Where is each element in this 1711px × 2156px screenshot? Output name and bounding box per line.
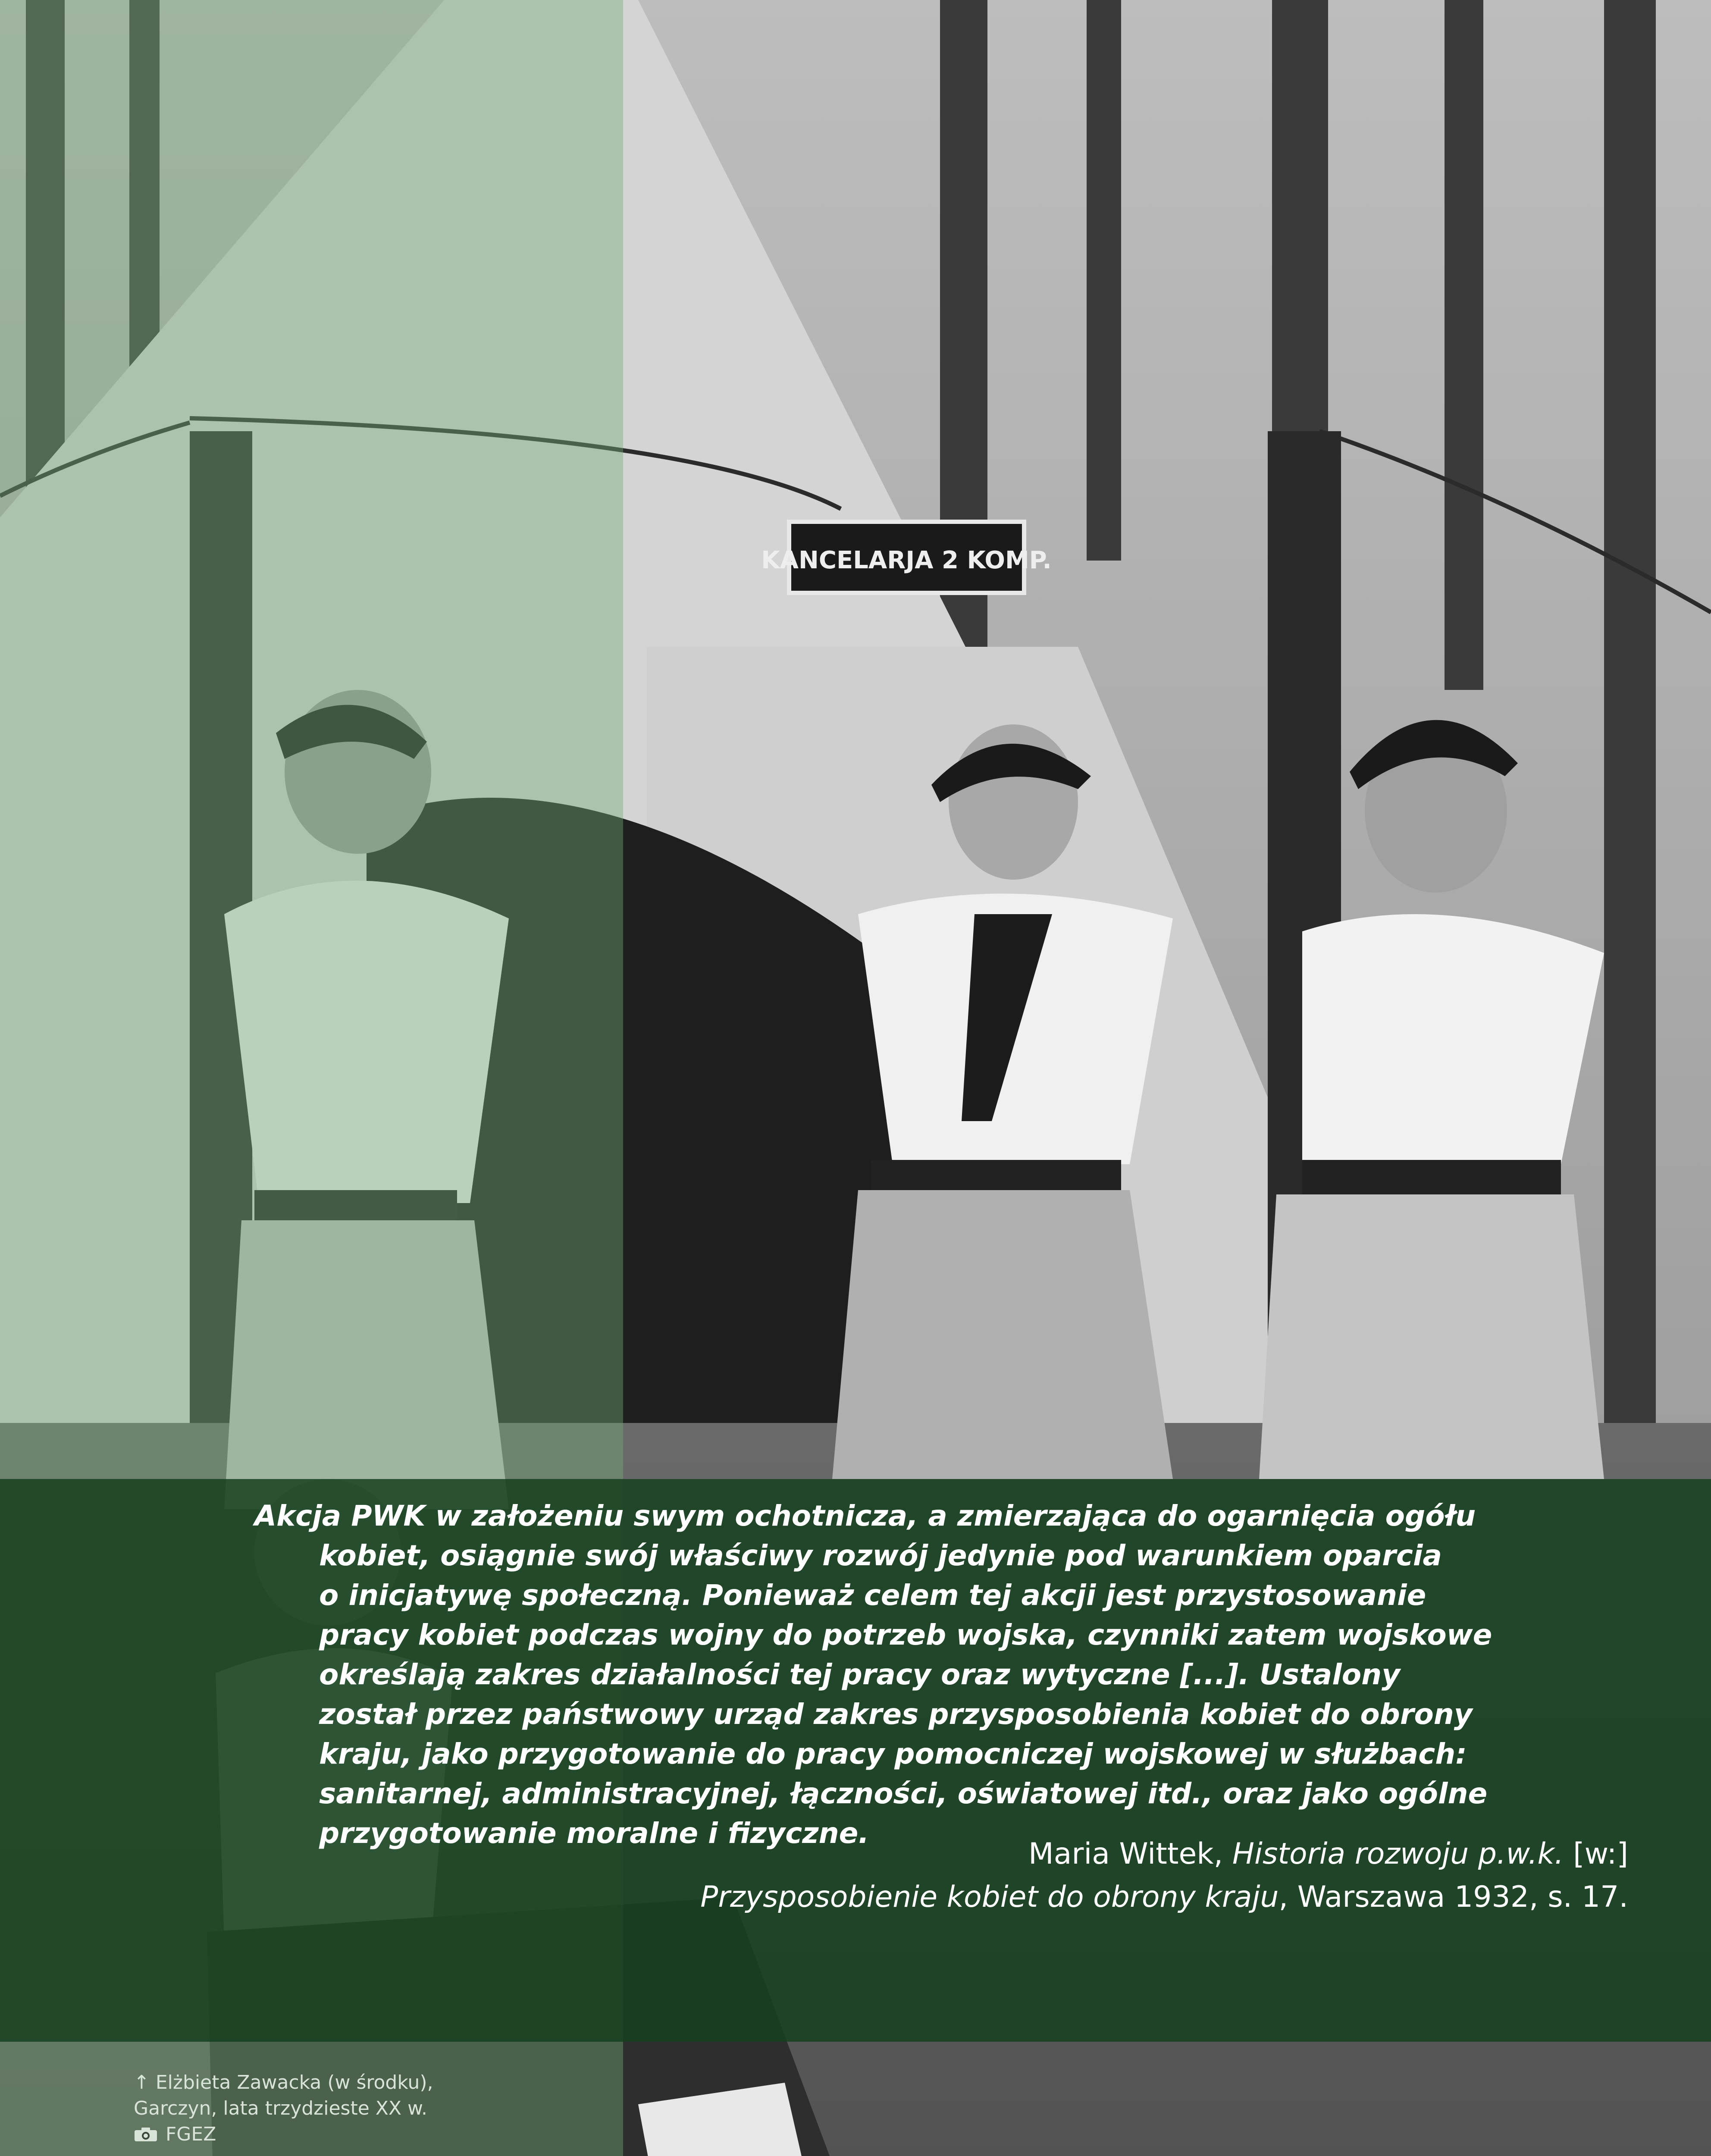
- quote-line: sanitarnej, administracyjnej, łączności, oświatowej itd., oraz jako ogólne: [319, 1777, 1488, 1810]
- caption-line-1: Elżbieta Zawacka (w środku),: [155, 2071, 433, 2093]
- quote-line: pracy kobiet podczas wojny do potrzeb wojska, czynniki zatem wojskowe: [319, 1618, 1492, 1651]
- attribution-book: Przysposobienie kobiet do obrony kraju: [700, 1880, 1279, 1914]
- quote-line: kobiet, osiągnie swój właściwy rozwój jedynie pod warunkiem oparcia: [319, 1539, 1442, 1572]
- attribution-in-marker: [w:]: [1564, 1837, 1628, 1871]
- quote-line: przygotowanie moralne i fizyczne.: [319, 1817, 869, 1850]
- photo-caption: [134, 2070, 433, 2147]
- quote-line: został przez państwowy urząd zakres przysposobienia kobiet do obrony: [319, 1698, 1473, 1731]
- quote-line: kraju, jako przygotowanie do pracy pomocniczej wojskowej w służbach:: [319, 1737, 1467, 1771]
- tent-sign-text: KANCELARJA 2 KOMP.: [761, 546, 1052, 574]
- quote-line: określają zakres działalności tej pracy oraz wytyczne [...]. Ustalony: [319, 1658, 1401, 1691]
- quote-line: Akcja PWK w założeniu swym ochotnicza, a zmierzająca do ogarnięcia ogółu: [254, 1499, 1476, 1532]
- caption-line-2: Garczyn, lata trzydzieste XX w.: [134, 2097, 427, 2119]
- arrow-up-icon: ↑: [134, 2071, 150, 2093]
- quote: [254, 1496, 1643, 1853]
- camera-icon: [134, 2127, 158, 2142]
- photo-credit: FGEZ: [166, 2123, 216, 2145]
- attribution-title: Historia rozwoju p.w.k.: [1232, 1837, 1564, 1871]
- attribution-publication: , Warszawa 1932, s. 17.: [1279, 1880, 1628, 1914]
- quote-attribution: [700, 1833, 1628, 1919]
- attribution-author: Maria Wittek,: [1028, 1837, 1232, 1871]
- quote-line: o inicjatywę społeczną. Ponieważ celem tej akcji jest przystosowanie: [319, 1579, 1426, 1612]
